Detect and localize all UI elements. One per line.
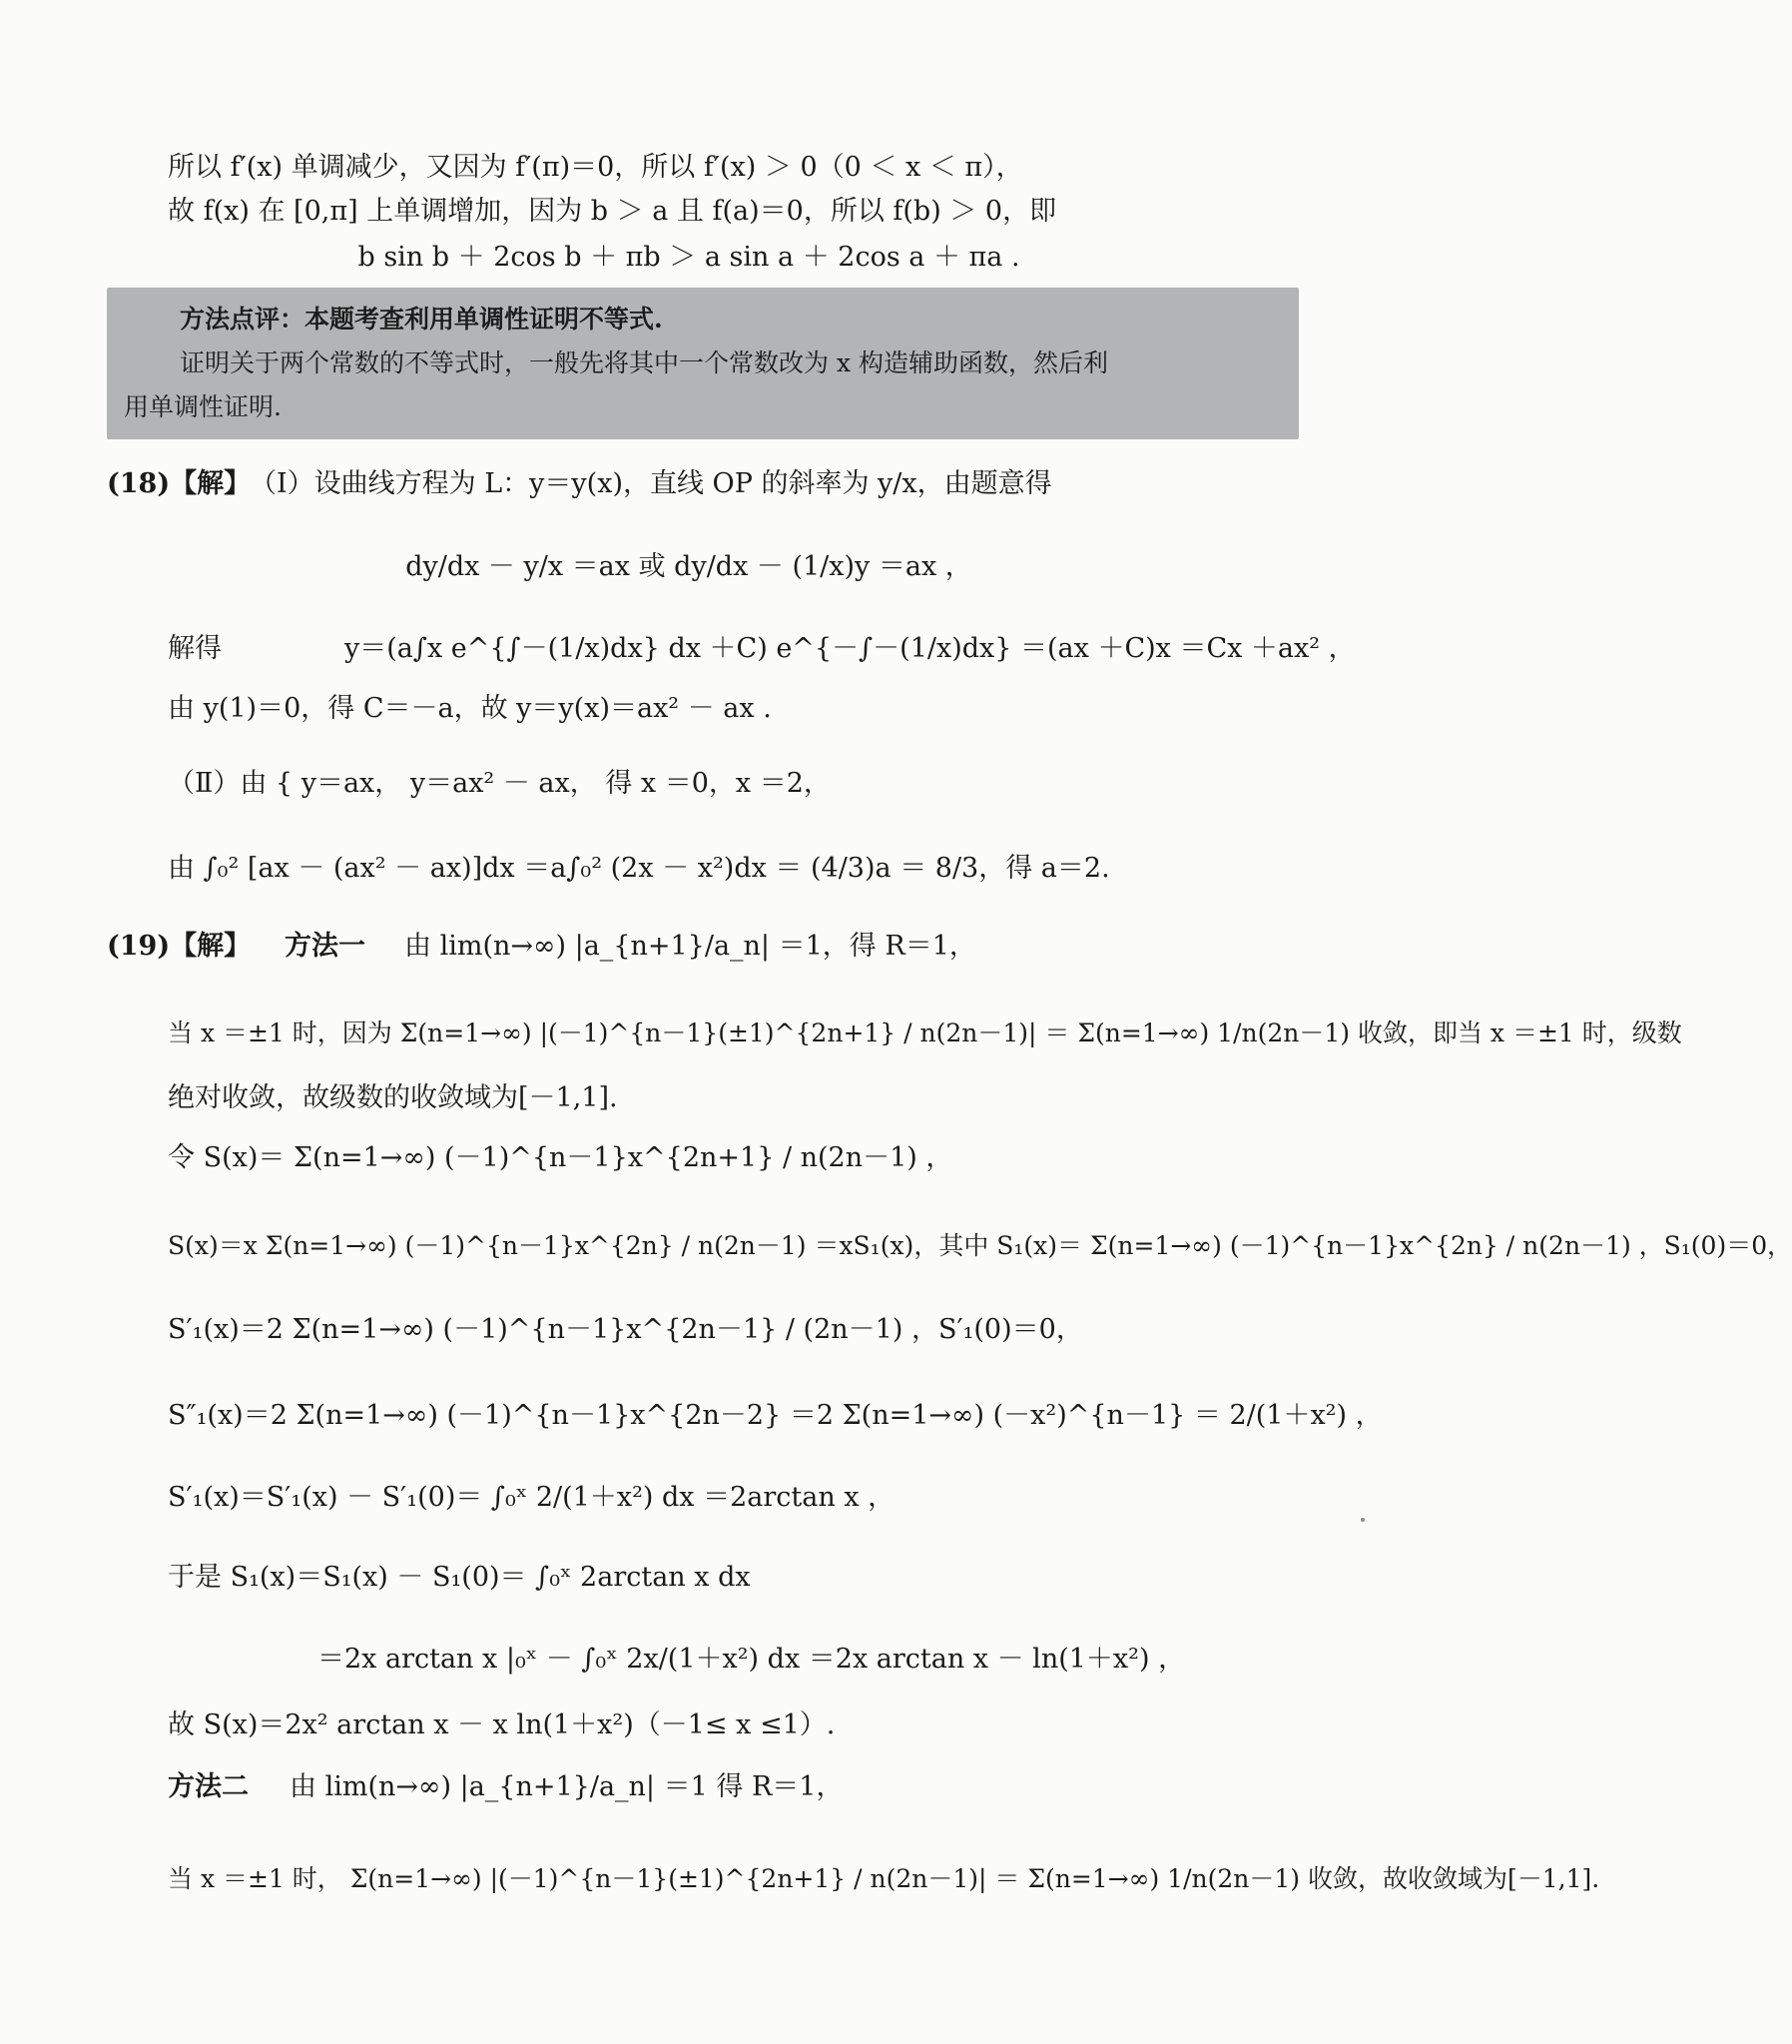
- q18-label: (18)【解】: [107, 468, 252, 499]
- q18-equation: dy/dx － y/x ＝ax 或 dy/dx － (1/x)y ＝ax ，: [405, 551, 972, 582]
- q18-part2: （Ⅱ）由 { y＝ax， y＝ax² － ax， 得 x ＝0，x ＝2，: [168, 768, 831, 799]
- q19-line: 当 x ＝±1 时，因为 Σ(n=1→∞) |(－1)^{n－1}(±1)^{2n+1} / n(2n－1)| ＝ Σ(n=1→∞) 1/n(2n－1) 收敛，即当 x ＝±1 时，级数: [168, 1019, 1682, 1047]
- q19-line: S″₁(x)＝2 Σ(n=1→∞) (－1)^{n－1}x^{2n－2} ＝2 Σ(n=1→∞) (－x²)^{n－1} ＝ 2/(1＋x²) ，: [168, 1400, 1383, 1431]
- scan-speck: [1361, 1518, 1365, 1522]
- q19-line: 当 x ＝±1 时， Σ(n=1→∞) |(－1)^{n－1}(±1)^{2n+1} / n(2n－1)| ＝ Σ(n=1→∞) 1/n(2n－1) 收敛，故收敛域为[－1,1].: [168, 1864, 1600, 1893]
- method-comment-text: 用单调性证明.: [124, 392, 282, 421]
- q19-conclusion: 故 S(x)＝2x² arctan x － x ln(1＋x²)（－1≤ x ≤1）.: [168, 1709, 836, 1740]
- method-comment-text: 证明关于两个常数的不等式时，一般先将其中一个常数改为 x 构造辅助函数，然后利: [180, 348, 1108, 377]
- q18-equation: 由 y(1)＝0，得 C＝－a，故 y＝y(x)＝ax² － ax .: [168, 693, 772, 724]
- q19-line: 令 S(x)＝ Σ(n=1→∞) (－1)^{n－1}x^{2n+1} / n(2n－1) ，: [168, 1142, 953, 1173]
- q19-label: (19)【解】: [107, 931, 252, 962]
- q18-solve-label: 解得: [168, 633, 222, 664]
- method-comment-heading: 方法点评：本题考查利用单调性证明不等式.: [180, 305, 663, 334]
- text-line: 所以 f′(x) 单调减少，又因为 f′(π)＝0，所以 f′(x) ＞ 0（0 ＜ x ＜ π），: [168, 152, 1023, 183]
- q19-line: ＝2x arctan x |₀ˣ － ∫₀ˣ 2x/(1＋x²) dx ＝2x arctan x － ln(1＋x²) ，: [317, 1644, 1186, 1675]
- q19-line: 由 lim(n→∞) |a_{n+1}/a_n| ＝1 得 R＝1，: [290, 1771, 844, 1802]
- method-two-label: 方法二: [168, 1771, 249, 1802]
- q19-line: 绝对收敛，故级数的收敛域为[－1,1].: [168, 1082, 618, 1113]
- q19-line: 由 lim(n→∞) |a_{n+1}/a_n| ＝1，得 R＝1，: [404, 931, 976, 962]
- q19-line: S′₁(x)＝2 Σ(n=1→∞) (－1)^{n－1}x^{2n－1} / (2n－1) ，S′₁(0)＝0，: [168, 1314, 1083, 1345]
- q19-line: 于是 S₁(x)＝S₁(x) － S₁(0)＝ ∫₀ˣ 2arctan x dx: [168, 1562, 751, 1593]
- inequality-display: b sin b ＋ 2cos b ＋ πb ＞ a sin a ＋ 2cos a ＋ πa .: [357, 242, 1020, 273]
- text-line: 故 f(x) 在 [0,π] 上单调增加，因为 b ＞ a 且 f(a)＝0，所以 f(b) ＞ 0，即: [168, 196, 1057, 227]
- method-one-label: 方法一: [285, 931, 365, 962]
- q19-line: S(x)＝x Σ(n=1→∞) (－1)^{n－1}x^{2n} / n(2n－1) ＝xS₁(x)，其中 S₁(x)＝ Σ(n=1→∞) (－1)^{n－1}x^{2n} / n(2n－1) ，S₁(0)＝0，: [168, 1231, 1792, 1260]
- q19-line: S′₁(x)＝S′₁(x) － S′₁(0)＝ ∫₀ˣ 2/(1＋x²) dx ＝2arctan x ，: [168, 1482, 896, 1513]
- q18-equation: 由 ∫₀² [ax － (ax² － ax)]dx ＝a∫₀² (2x － x²)dx ＝ (4/3)a ＝ 8/3，得 a＝2.: [168, 853, 1110, 884]
- q18-intro: （Ⅰ）设曲线方程为 L：y＝y(x)，直线 OP 的斜率为 y/x，由题意得: [250, 468, 1052, 499]
- q18-equation: y＝(a∫x e^{∫－(1/x)dx} dx ＋C) e^{－∫－(1/x)dx} ＝(ax ＋C)x ＝Cx ＋ax² ，: [344, 633, 1356, 664]
